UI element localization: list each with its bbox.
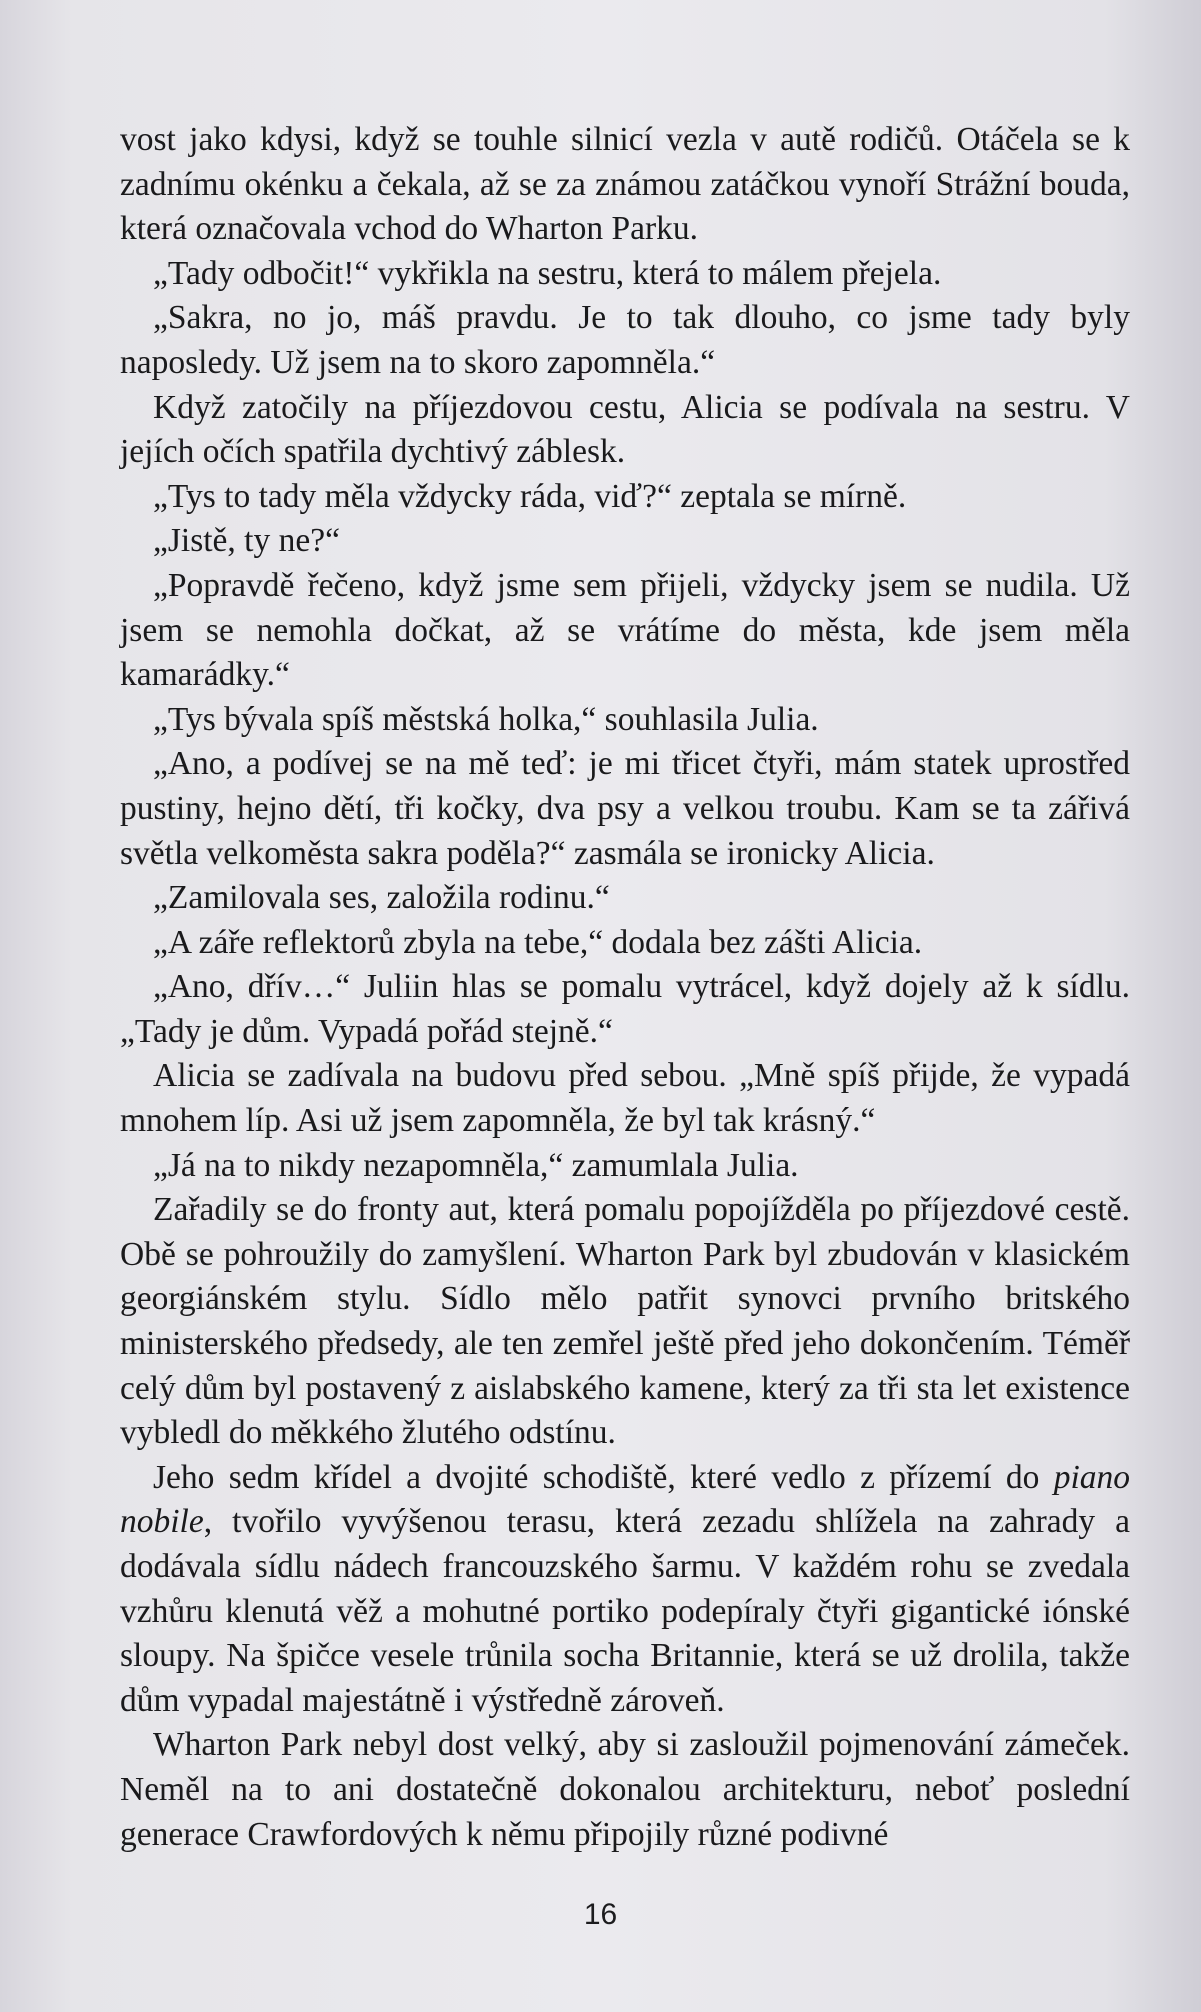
paragraph: „A záře reflektorů zbyla na tebe,“ dodala bez zášti Alicia. xyxy=(153,923,923,961)
paragraph: Zařadily se do fronty aut, která pomalu popojížděla po příjezdové cestě. Obě se pohroužily do zamyšlení. Wharton Park byl zbudován v klasickém georgiánském stylu. Sídlo mělo patřit synovci prvního britského ministerského předsedy, ale ten zemřel ještě před jeho dokončením. Téměř celý dům byl postavený z aislabského kamene, který za tři sta let existence vybledl do měkkého žlutého odstínu. xyxy=(120,1191,1130,1452)
paragraph: „Ano, dřív…“ Juliin hlas se pomalu vytrácel, když dojely až k sídlu. „Tady je dům. Vypadá pořád stejně.“ xyxy=(120,968,1130,1050)
paragraph: „Zamilovala ses, založila rodinu.“ xyxy=(153,879,610,917)
paragraph: „Já na to nikdy nezapomněla,“ zamumlala Julia. xyxy=(153,1146,799,1184)
paragraph-part: , tvořilo vyvýšenou terasu, která zezadu shlížela na zahrady a dodávala sídlu nádech francouzského šarmu. V každém rohu se zvedala vzhůru klenutá věž a mohutné portiko podepíraly čtyři gigantické iónské sloupy. Na špičce vesele trůnila socha Britannie, která se už drolila, takže dům vypadal majestátně i výstředně zároveň. xyxy=(120,1503,1130,1719)
paragraph: „Tys bývala spíš městská holka,“ souhlasila Julia. xyxy=(153,700,819,738)
page-number: 16 xyxy=(583,1898,618,1931)
paragraph: Alicia se zadívala na budovu před sebou. „Mně spíš přijde, že vypadá mnohem líp. Asi už jsem zapomněla, že byl tak krásný.“ xyxy=(120,1057,1130,1140)
paragraph: Wharton Park nebyl dost velký, aby si zasloužil pojmenování zámeček. Neměl na to ani dostatečně dokonalou architekturu, neboť poslední generace Crawfordových k němu připojily různé podivné xyxy=(120,1726,1130,1853)
paragraph: „Tady odbočit!“ vykřikla na sestru, která to málem přejela. xyxy=(153,254,942,292)
paragraph-part: Jeho sedm křídel a dvojité schodiště, které vedlo z přízemí do xyxy=(153,1458,1054,1496)
paragraph: „Ano, a podívej se na mě teď: je mi třicet čtyři, mám statek uprostřed pustiny, hejno dětí, tři kočky, dva psy a velkou troubu. Kam se ta zářivá světla velkoměsta sakra poděla?“ zasmála se ironicky Alicia. xyxy=(120,745,1130,872)
body-text xyxy=(120,118,1130,1857)
paragraph: Když zatočily na příjezdovou cestu, Alicia se podívala na sestru. V jejích očích spatřila dychtivý záblesk. xyxy=(120,388,1130,471)
paragraph: „Tys to tady měla vždycky ráda, viď?“ zeptala se mírně. xyxy=(153,477,907,515)
paragraph: „Popravdě řečeno, když jsme sem přijeli, vždycky jsem se nudila. Už jsem se nemohla dočkat, až se vrátíme do města, kde jsem měla kamarádky.“ xyxy=(120,566,1130,694)
italic-term: piano nobile xyxy=(120,1458,1130,1541)
paragraph xyxy=(120,1456,1130,1724)
paragraph: „Sakra, no jo, máš pravdu. Je to tak dlouho, co jsme tady byly naposledy. Už jsem na to skoro zapomněla.“ xyxy=(120,299,1130,381)
paragraph: „Jistě, ty ne?“ xyxy=(153,522,340,560)
paragraph: vost jako kdysi, když se touhle silnicí vezla v autě rodičů. Otáčela se k zadnímu okénku a čekala, až se za známou zatáčkou vynoří Strážní bouda, která označovala vchod do Wharton Parku. xyxy=(120,121,1130,248)
